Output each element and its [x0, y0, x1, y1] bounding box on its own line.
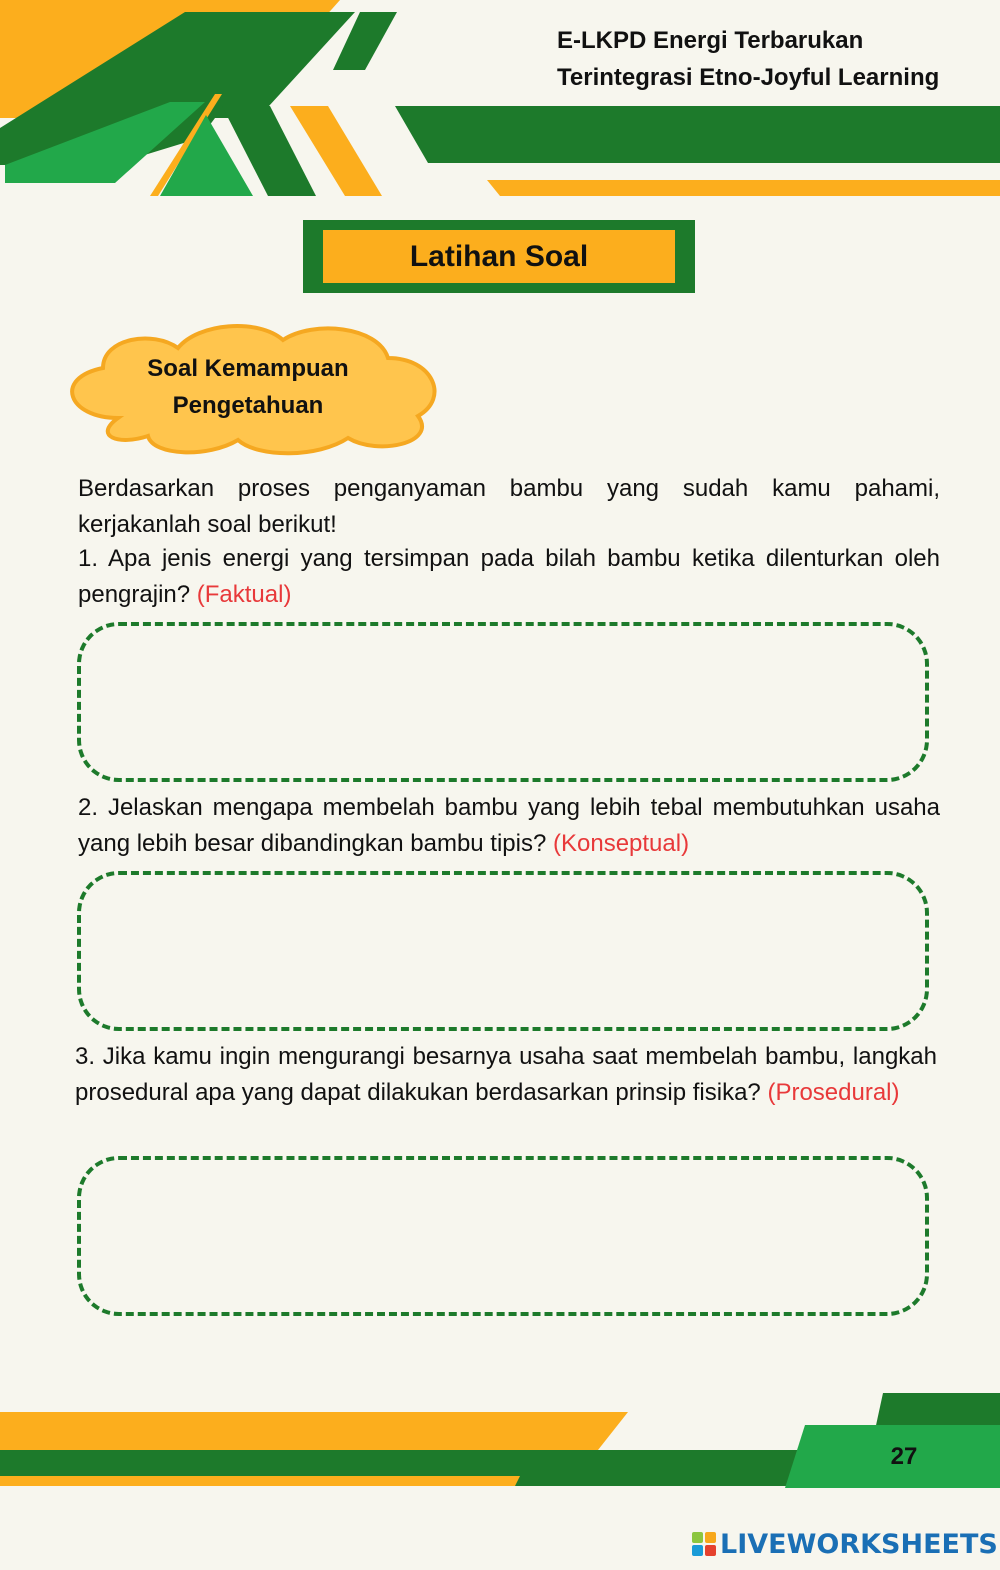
- question-2-text: 2. Jelaskan mengapa membelah bambu yang lebih tebal membutuhkan usaha yang lebih besar dibandingkan bambu tipis?: [78, 794, 940, 857]
- question-1: [78, 541, 940, 613]
- footer-decoration: [0, 1390, 1000, 1500]
- question-3-text: 3. Jika kamu ingin mengurangi besarnya usaha saat membelah bambu, langkah prosedural apa yang dapat dilakukan berdasarkan prinsip fisika?: [75, 1043, 937, 1106]
- section-title: Latihan Soal: [323, 230, 675, 283]
- page-number: 27: [890, 1443, 918, 1470]
- answer-box-3[interactable]: [77, 1156, 929, 1316]
- question-3: [75, 1039, 937, 1111]
- section-title-box: [303, 220, 695, 293]
- document-title-line-1: E-LKPD Energi Terbarukan: [557, 27, 864, 54]
- question-2-tag: (Konseptual): [553, 830, 690, 857]
- question-2: [78, 790, 940, 862]
- answer-box-2[interactable]: [77, 871, 929, 1031]
- question-category-line-2: Pengetahuan: [172, 392, 324, 419]
- answer-box-1[interactable]: [77, 622, 929, 782]
- document-title-line-2: Terintegrasi Etno-Joyful Learning: [557, 64, 940, 91]
- document-title: [557, 22, 997, 96]
- liveworksheets-label: LIVEWORKSHEETS: [720, 1528, 998, 1560]
- question-category-line-1: Soal Kemampuan: [147, 355, 349, 382]
- question-3-tag: (Prosedural): [767, 1079, 900, 1106]
- liveworksheets-logo-icon: [692, 1532, 716, 1556]
- liveworksheets-watermark: [692, 1527, 998, 1561]
- question-1-tag: (Faktual): [196, 581, 292, 608]
- instructions: Berdasarkan proses penganyaman bambu yang sudah kamu pahami, kerjakanlah soal berikut!: [78, 475, 940, 538]
- question-1-text: 1. Apa jenis energi yang tersimpan pada bilah bambu ketika dilenturkan oleh pengrajin?: [78, 545, 940, 608]
- question-category: [98, 350, 398, 424]
